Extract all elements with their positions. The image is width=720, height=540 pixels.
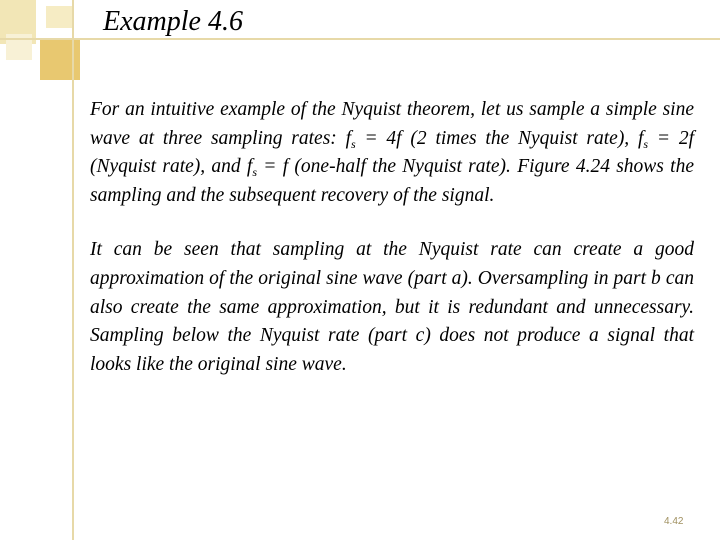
- paragraph-intro-text-2: = 4f (2 times the Nyquist rate), f: [355, 127, 644, 149]
- subscript-s: s: [643, 136, 649, 151]
- paragraph-intro-text-4: = f (one-half the Nyquist rate). Figure 4.24 shows the sampling and the subsequent recovery of the signal.: [90, 156, 694, 206]
- decorative-horizontal-line: [0, 38, 720, 40]
- slide-body: [90, 96, 694, 379]
- slide-title: Example 4.6: [103, 6, 243, 37]
- decorative-vertical-line: [72, 0, 74, 540]
- decorative-square-accent: [40, 40, 80, 80]
- paragraph-conclusion: It can be seen that sampling at the Nyquist rate can create a good approximation of the original sine wave (part a). Oversampling in part b can also create the same approximation, but it is redundant and unnecessary. Sampling below the Nyquist rate (part c) does not produce a signal that looks like the original sine wave.: [90, 239, 694, 375]
- subscript-s: s: [351, 136, 356, 151]
- paragraph-intro: [90, 96, 694, 210]
- decorative-square-top: [46, 6, 72, 28]
- subscript-s: s: [252, 165, 258, 180]
- page-number: 4.42: [664, 516, 684, 527]
- paragraph-intro-text-1: For an intuitive example of the Nyquist theorem, let us sample a simple sine wave at three sampling rates: f: [90, 99, 694, 149]
- paragraph-intro-text-3: = 2f (Nyquist rate), and f: [90, 127, 695, 178]
